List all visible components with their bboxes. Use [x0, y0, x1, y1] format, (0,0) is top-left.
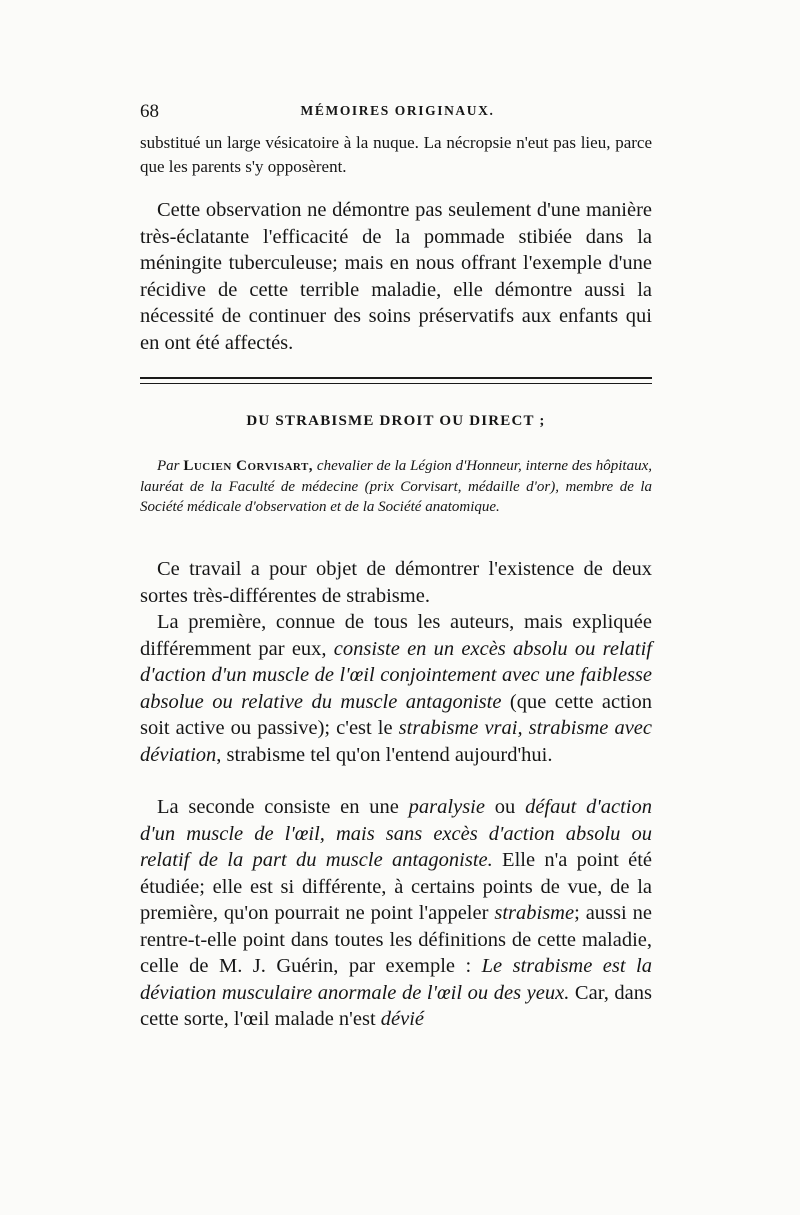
intro-text: substitué un large vésicatoire à la nuque. La nécropsie n'eut pas lieu, parce que les parents s'y opposèrent. — [140, 133, 652, 176]
paragraph-second-type — [140, 794, 652, 1033]
text-run: , strabisme tel qu'on l'entend aujourd'hui. — [216, 743, 553, 766]
page-number: 68 — [140, 101, 159, 122]
paragraph-observation: Cette observation ne démontre pas seulement d'une manière très-éclatante l'efficacité de la pommade stibiée dans la méningite tuberculeuse; mais en nous offrant l'exemple d'une récidive de cette terrible maladie, elle démontre aussi la nécessité de continuer des soins préservatifs aux enfants qui en ont été affectés. — [140, 199, 652, 354]
article-title: DU STRABISME DROIT OU DIRECT ; — [246, 413, 546, 429]
article-byline — [140, 456, 652, 518]
text-run: La première, connue de tous les auteurs, mais expliquée différemment par eux, — [140, 611, 652, 660]
author-name: Lucien Corvisart, — [183, 458, 314, 474]
author-credentials: chevalier de la Légion d'Honneur, interne des hôpitaux, lauréat de la Faculté de médecine (prix Corvisart, médaille d'or), membre de la Société médicale d'observation et de la Société anatomique. — [140, 458, 653, 515]
italic-run: strabisme vrai, strabisme avec déviation — [140, 717, 652, 766]
section-rule — [140, 377, 652, 379]
italic-run: consiste en un excès absolu ou relatif d'action d'un muscle de l'œil conjointement avec une faiblesse absolue ou relative du muscle antagoniste — [140, 637, 652, 713]
italic-run: dévié — [380, 1008, 425, 1030]
page-header — [140, 101, 655, 123]
running-head: MÉMOIRES ORIGINAUX. — [300, 103, 495, 118]
text-run: Car, dans cette sorte, l'œil malade n'est — [140, 981, 652, 1030]
italic-run: strabisme — [494, 902, 575, 924]
paragraph-purpose: Ce travail a pour objet de démontrer l'existence de deux sortes très-différentes de strabisme. — [140, 558, 652, 607]
text-run: ou — [484, 796, 526, 818]
paragraph-first-type — [140, 609, 652, 768]
text-run: (que cette action soit active ou passive); c'est le — [140, 690, 652, 739]
text-run: Elle n'a point été étudiée; elle est si différente, à certains points de vue, de la première, qu'on pourrait ne point l'appeler — [140, 849, 653, 924]
text-run: La seconde consiste en une — [157, 796, 409, 818]
italic-run: défaut d'action d'un muscle de l'œil, mais sans excès d'action absolu ou relatif de la part du muscle antagoniste. — [140, 796, 652, 871]
byline-par: Par — [157, 458, 180, 474]
italic-run: paralysie — [408, 796, 485, 818]
section-rule-thin — [140, 383, 652, 384]
italic-run: Le strabisme est la déviation musculaire anormale de l'œil ou des yeux. — [140, 955, 652, 1004]
text-run: ; aussi ne rentre-t-elle point dans toutes les définitions de cette maladie, celle de M. J. Guérin, par exemple : — [140, 902, 652, 977]
